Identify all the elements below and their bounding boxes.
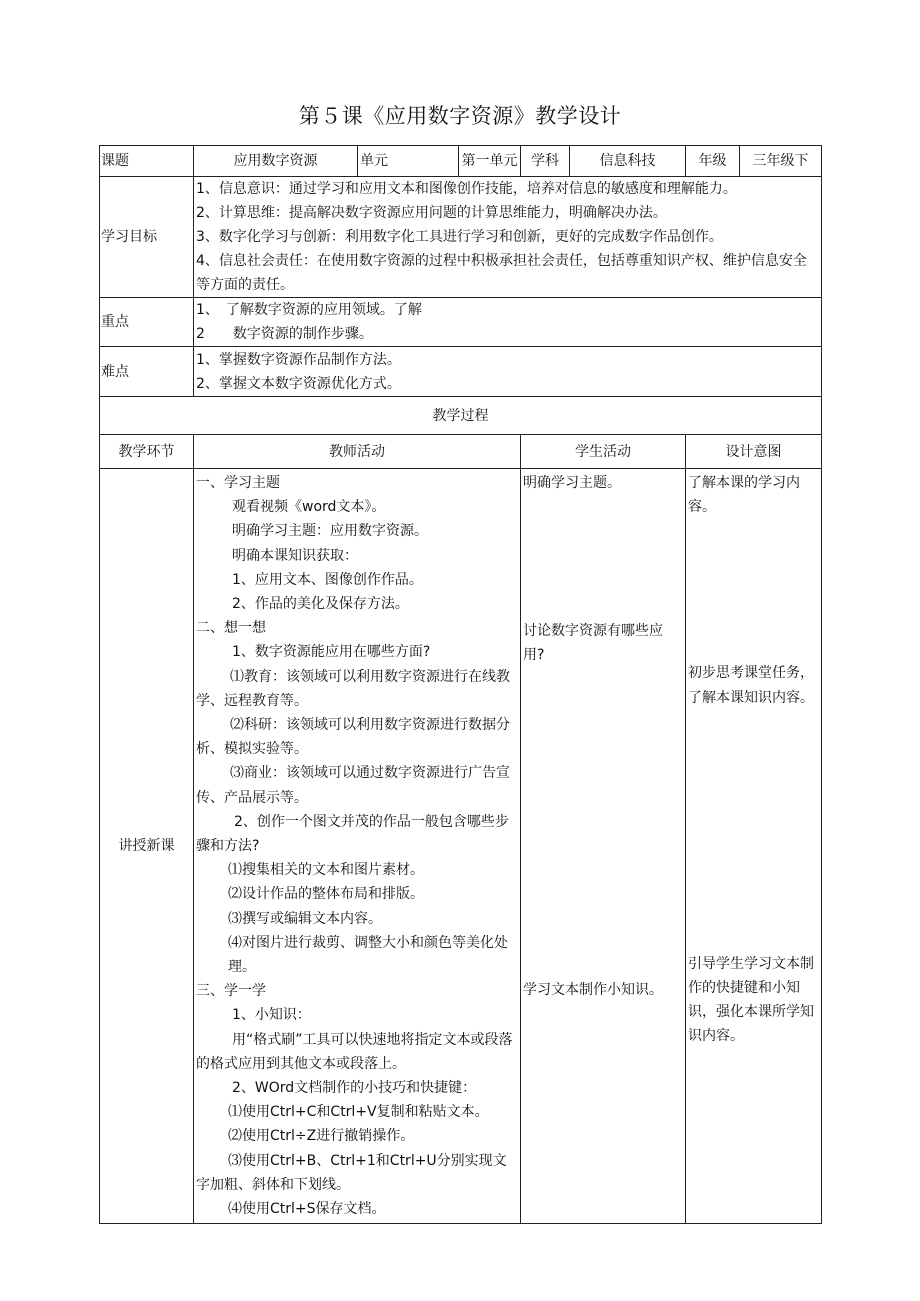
teacher-line: ⑶撰写或编辑文本内容。 <box>228 910 382 927</box>
difficult-content <box>194 347 822 397</box>
topic-label: 课题 <box>100 146 194 177</box>
teacher-line: 2、作品的美化及保存方法。 <box>232 596 409 613</box>
intent-item: 了解本课的学习内容。 <box>688 475 800 516</box>
goal-item: 1、信息意识：通过学习和应用文本和图像创作技能，培养对信息的敏感度和理解能力。 <box>196 181 737 197</box>
teacher-line: 1、数字资源能应用在哪些方面? <box>232 644 431 661</box>
design-intent <box>686 469 822 1224</box>
teacher-line: 1、小知识： <box>232 1007 311 1024</box>
process-header-row <box>100 397 822 435</box>
teacher-line: 用“格式刷”工具可以快速地将指定文本或段落的格式应用到其他文本或段落上。 <box>196 1031 513 1072</box>
unit-value: 第一单元 <box>459 146 521 177</box>
lesson-plan-table <box>99 145 822 1224</box>
subject-label: 学科 <box>521 146 570 177</box>
intent-item: 初步思考课堂任务，了解本课知识内容。 <box>688 665 814 706</box>
goal-item: 2、计算思维：提高解决数字资源应用问题的计算思维能力，明确解决办法。 <box>196 205 667 221</box>
process-content-row <box>100 469 822 1224</box>
key-line: 2 数字资源的制作步骤。 <box>196 326 373 342</box>
difficult-label: 难点 <box>100 347 194 397</box>
key-line: 1、 了解数字资源的应用领域。了解 <box>196 302 422 318</box>
teacher-line: ⑵使用Ctrl÷Z进行撤销操作。 <box>228 1128 415 1145</box>
teacher-line: ⑵科研：该领域可以利用数字资源进行数据分析、模拟实验等。 <box>196 717 510 758</box>
teacher-line: 一、学习主题 <box>196 475 280 491</box>
student-item: 明确学习主题。 <box>523 475 621 491</box>
teacher-line: ⑶使用Ctrl+B、Ctrl+1和Ctrl+U分别实现文字加粗、斜体和下划线。 <box>196 1152 507 1193</box>
goals-label: 学习目标 <box>100 177 194 298</box>
teacher-line: ⑷对图片进行裁剪、调整大小和颜色等美化处理。 <box>228 934 508 976</box>
col-intent-header: 设计意图 <box>686 435 822 469</box>
col-step-header: 教学环节 <box>100 435 194 469</box>
teacher-line: 2、WOrd文档制作的小技巧和快捷键： <box>232 1080 477 1097</box>
step-name: 讲授新课 <box>100 469 194 1224</box>
intent-item: 引导学生学习文本制作的快捷键和小知识，强化本课所学知识内容。 <box>688 955 814 1045</box>
document-title: 第５课《应用数字资源》教学设计 <box>298 104 622 128</box>
process-header: 教学过程 <box>100 397 822 435</box>
teacher-line: 观看视频《word文本》。 <box>232 499 386 516</box>
difficult-line: 1、掌握数字资源作品制作方法。 <box>196 351 401 368</box>
teacher-line: 2、创作一个图文并茂的作品一般包含哪些步骤和方法? <box>196 813 509 855</box>
teacher-activity <box>194 469 521 1224</box>
unit-label: 单元 <box>358 146 459 177</box>
teacher-line: ⑷使用Ctrl+S保存文档。 <box>228 1201 386 1218</box>
teacher-line: ⑴教育：该领域可以利用数字资源进行在线教学、远程教育等。 <box>196 668 510 709</box>
teacher-line: ⑴搜集相关的文本和图片素材。 <box>228 862 424 879</box>
difficult-row <box>100 347 822 397</box>
topic-value: 应用数字资源 <box>194 146 358 177</box>
teacher-line: 二、想一想 <box>196 620 266 637</box>
student-item: 讨论数字资源有哪些应用? <box>523 623 663 664</box>
student-item: 学习文本制作小知识。 <box>523 981 663 998</box>
key-content <box>194 298 822 347</box>
col-teacher-header: 教师活动 <box>194 435 521 469</box>
col-student-header: 学生活动 <box>521 435 686 469</box>
grade-label: 年级 <box>686 146 740 177</box>
student-activity <box>521 469 686 1224</box>
teacher-line: ⑴使用Ctrl+C和Ctrl+V复制和粘贴文本。 <box>228 1104 489 1121</box>
teacher-line: 明确本课知识获取： <box>232 547 358 564</box>
goal-item: 3、数字化学习与创新：利用数字化工具进行学习和创新，更好的完成数字作品创作。 <box>196 229 723 245</box>
info-row <box>100 146 822 177</box>
teacher-line: 三、学一学 <box>196 983 266 1000</box>
key-row <box>100 298 822 347</box>
difficult-line: 2、掌握文本数字资源优化方式。 <box>196 375 401 392</box>
teacher-line: ⑶商业：该领域可以通过数字资源进行广告宣传、产品展示等。 <box>196 765 510 806</box>
goals-row <box>100 177 822 298</box>
teacher-line: 1、应用文本、图像创作作品。 <box>232 571 423 588</box>
goals-content <box>194 177 822 298</box>
grade-value: 三年级下 <box>740 146 822 177</box>
teacher-line: ⑵设计作品的整体布局和排版。 <box>228 886 424 903</box>
goal-item: 4、信息社会责任：在使用数字资源的过程中积极承担社会责任，包括尊重知识产权、维护信息安全等方面的责任。 <box>196 253 807 293</box>
process-columns-row <box>100 435 822 469</box>
teacher-line: 明确学习主题：应用数字资源。 <box>232 523 428 540</box>
key-label: 重点 <box>100 298 194 347</box>
subject-value: 信息科技 <box>570 146 686 177</box>
